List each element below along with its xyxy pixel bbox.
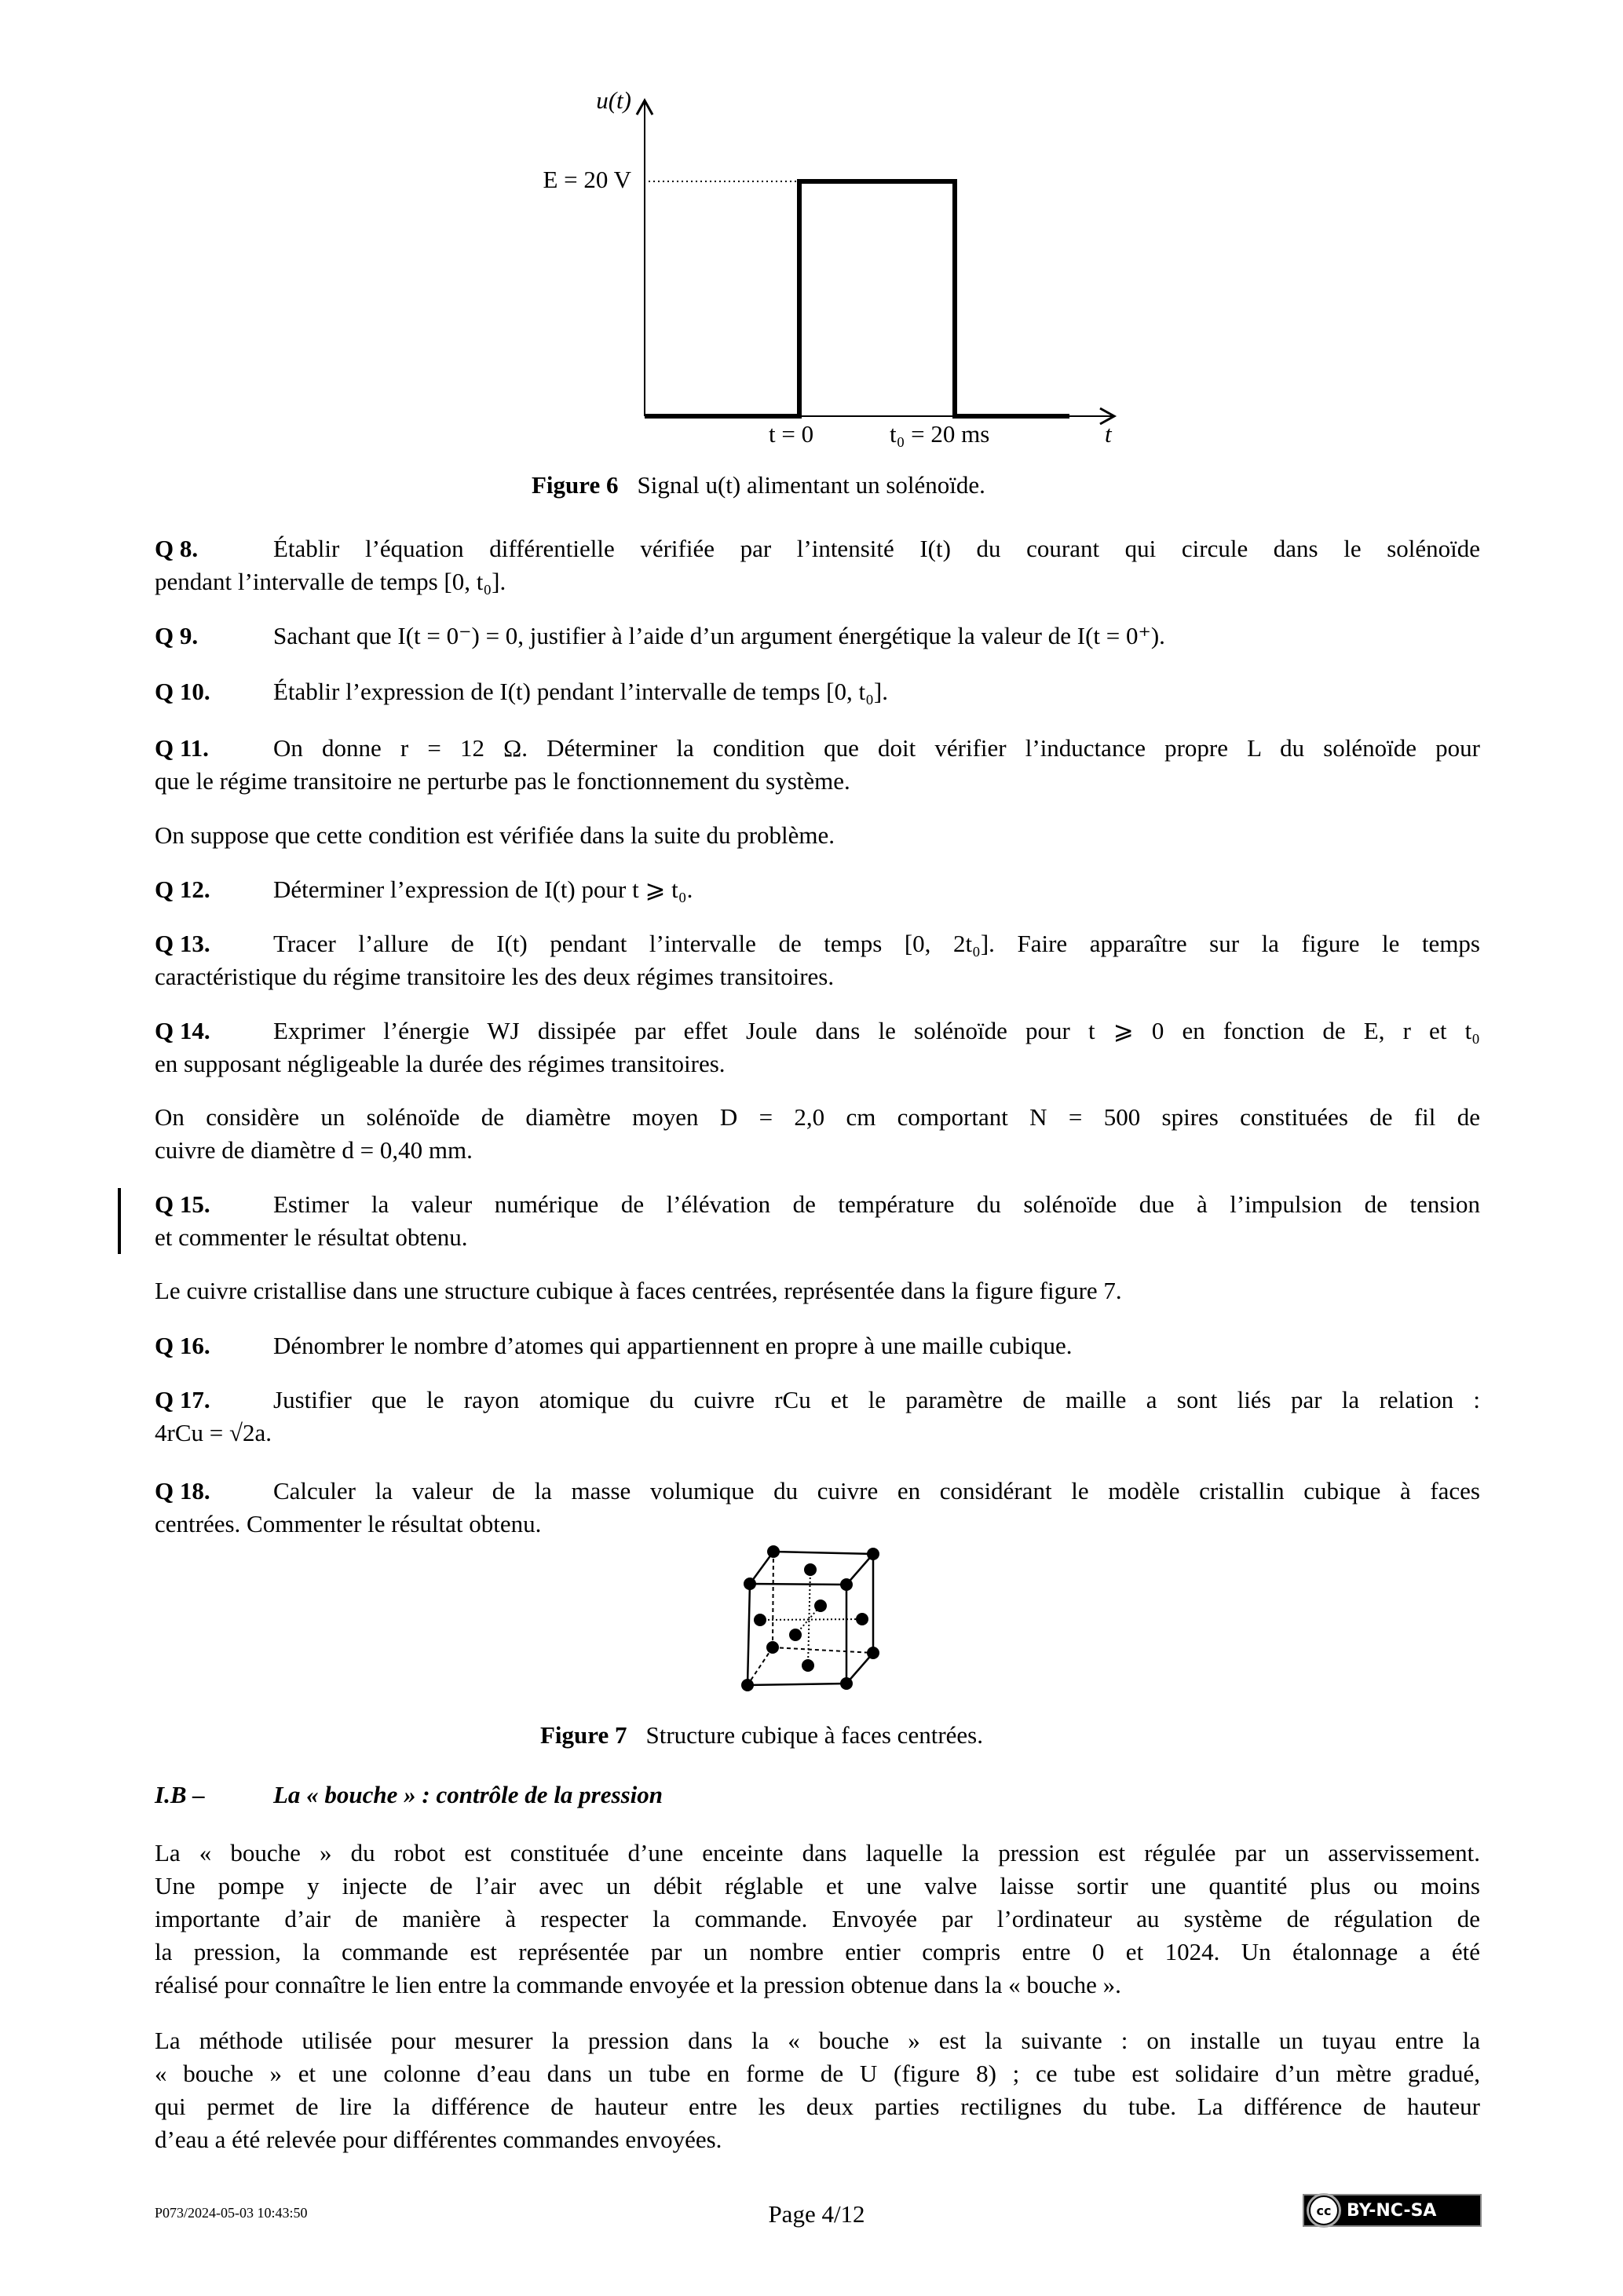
paragraph-line: importante d’air de manière à respecter la commande. Envoyée par l’ordinateur au système de régulation de	[155, 1905, 1480, 1932]
paragraph-line: cuivre de diamètre d = 0,40 mm.	[155, 1136, 473, 1164]
question-text-line: Estimer la valeur numérique de l’élévation de température du solénoïde due à l’impulsion de tension	[273, 1190, 1480, 1218]
paragraph-line: Le cuivre cristallise dans une structure cubique à faces centrées, représentée dans la figure figure 7.	[155, 1277, 1122, 1304]
question-label: Q 14.	[155, 1017, 210, 1044]
y-axis-label: u(t)	[596, 86, 631, 114]
paragraph-line: qui permet de lire la différence de hauteur entre les deux parties rectilignes du tube. La différence de hauteur	[155, 2093, 1480, 2120]
question-text-line: Exprimer l’énergie WJ dissipée par effet Joule dans le solénoïde pour t ⩾ 0 en fonction de E, r et t₀	[273, 1017, 1480, 1044]
paragraph-line: La « bouche » du robot est constituée d’une enceinte dans laquelle la pression est régulée par un asservissement.	[155, 1839, 1480, 1866]
paragraph-line: « bouche » et une colonne d’eau dans un tube en forme de U (figure 8) ; ce tube est solidaire d’un mètre gradué,	[155, 2060, 1480, 2087]
t0-label: t₀ = 20 ms	[890, 420, 990, 448]
question-text-line: caractéristique du régime transitoire les des deux régimes transitoires.	[155, 963, 835, 990]
x-axis-label: t	[1105, 420, 1112, 448]
paragraph-line: On suppose que cette condition est vérifiée dans la suite du problème.	[155, 821, 835, 849]
question-label: Q 10.	[155, 678, 210, 705]
question-text-line: Calculer la valeur de la masse volumique du cuivre en considérant le modèle cristallin cubique à faces	[273, 1477, 1480, 1504]
license-text: BY-NC-SA	[1347, 2200, 1437, 2221]
question-text-line: Établir l’équation différentielle vérifiée par l’intensité I(t) du courant qui circule dans le solénoïde	[273, 535, 1480, 562]
question-label: Q 17.	[155, 1386, 210, 1413]
t-zero-label: t = 0	[769, 420, 814, 448]
section-number: I.B –	[155, 1781, 205, 1808]
e-level-label: E = 20 V	[543, 166, 631, 193]
question-text-line: Tracer l’allure de I(t) pendant l’intervalle de temps [0, 2t₀]. Faire apparaître sur la figure le temps	[273, 930, 1480, 957]
paragraph-line: On considère un solénoïde de diamètre moyen D = 2,0 cm comportant N = 500 spires constituées de fil de	[155, 1103, 1480, 1131]
question-text-line: pendant l’intervalle de temps [0, t₀].	[155, 568, 506, 595]
question-label: Q 12.	[155, 876, 210, 903]
question-text-line: en supposant négligeable la durée des régimes transitoires.	[155, 1050, 726, 1077]
paragraph-line: d’eau a été relevée pour différentes commandes envoyées.	[155, 2126, 722, 2153]
paragraph-line: réalisé pour connaître le lien entre la commande envoyée et la pression obtenue dans la « bouche ».	[155, 1971, 1121, 1998]
paragraph-line: La méthode utilisée pour mesurer la pression dans la « bouche » est la suivante : on installe un tuyau entre la	[155, 2027, 1480, 2054]
question-text-line: et commenter le résultat obtenu.	[155, 1223, 468, 1251]
question-label: Q 13.	[155, 930, 210, 957]
figure-7-caption	[540, 1721, 983, 1749]
question-label: Q 9.	[155, 622, 199, 649]
question-text-line: On donne r = 12 Ω. Déterminer la condition que doit vérifier l’inductance propre L du solénoïde pour	[273, 734, 1480, 762]
question-label: Q 15.	[155, 1190, 210, 1218]
question-label: Q 18.	[155, 1477, 210, 1504]
section-heading	[155, 1781, 663, 1809]
question-text-line: Établir l’expression de I(t) pendant l’intervalle de temps [0, t₀].	[273, 678, 888, 705]
figure-7-caption-text: Structure cubique à faces centrées.	[645, 1721, 983, 1749]
question-text-line: Déterminer l’expression de I(t) pour t ⩾ t₀.	[273, 876, 693, 903]
section-title: La « bouche » : contrôle de la pression	[273, 1781, 663, 1808]
paragraph-line: Une pompe y injecte de l’air avec un débit réglable et une valve laisse sortir une quantité plus ou moins	[155, 1872, 1480, 1899]
page-number: Page 4/12	[768, 2200, 865, 2228]
figure-7-caption-label: Figure 7	[540, 1721, 627, 1749]
question-text-line: centrées. Commenter le résultat obtenu.	[155, 1510, 542, 1537]
question-text-line: Justifier que le rayon atomique du cuivre rCu et le paramètre de maille a sont liés par la relation :	[273, 1386, 1480, 1413]
document-id: P073/2024-05-03 10:43:50	[155, 2205, 308, 2221]
question-text-line: Sachant que I(t = 0⁻) = 0, justifier à l’aide d’un argument énergétique la valeur de I(t = 0⁺).	[273, 622, 1165, 649]
question-label: Q 8.	[155, 535, 199, 562]
question-label: Q 16.	[155, 1332, 210, 1359]
figure-6-caption-label: Figure 6	[532, 471, 619, 499]
paragraph-line: la pression, la commande est représentée par un nombre entier compris entre 0 et 1024. Un étalonnage a été	[155, 1938, 1480, 1965]
question-label: Q 11.	[155, 734, 209, 762]
question-text-line: Dénombrer le nombre d’atomes qui appartiennent en propre à une maille cubique.	[273, 1332, 1073, 1359]
figure-6-caption-text: Signal u(t) alimentant un solénoïde.	[637, 471, 985, 499]
license-badge	[1303, 2194, 1482, 2227]
question-text-line: que le régime transitoire ne perturbe pas le fonctionnement du système.	[155, 767, 850, 795]
cc-icon: cc	[1309, 2195, 1339, 2225]
question-text-line: 4rCu = √2a.	[155, 1419, 272, 1446]
